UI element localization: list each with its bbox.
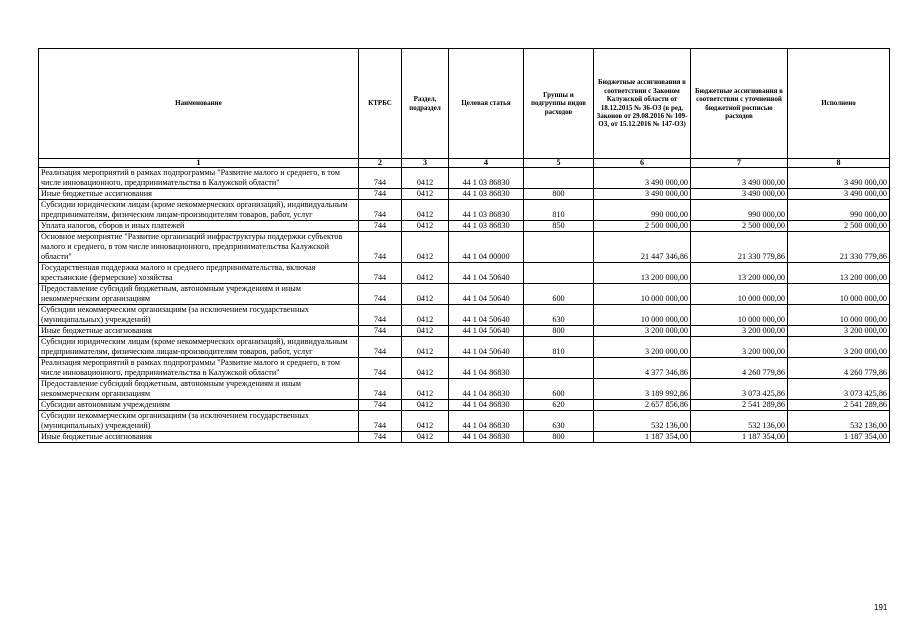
row-executed-amount: 13 200 000,00 (788, 263, 890, 284)
row-law-amount: 10 000 000,00 (594, 284, 691, 305)
row-group (524, 168, 594, 189)
col-number: 8 (788, 159, 890, 168)
table-row (39, 379, 890, 400)
table-row (39, 284, 890, 305)
row-group: 800 (524, 432, 594, 443)
row-group (524, 358, 594, 379)
table-row (39, 400, 890, 411)
row-refined-amount: 10 000 000,00 (691, 305, 788, 326)
row-section: 0412 (402, 263, 449, 284)
row-name: Субсидии юридическим лицам (кроме некоммерческих организаций), индивидуальным предпринимателям, физическим лицам-производителям товаров, работ, услуг (39, 200, 359, 221)
row-group (524, 232, 594, 263)
row-law-amount: 13 200 000,00 (594, 263, 691, 284)
row-name: Реализация мероприятий в рамках подпрограммы "Развитие малого и среднего, в том числе инновационного, предпринимательства в Калужской области" (39, 168, 359, 189)
row-section: 0412 (402, 400, 449, 411)
row-refined-amount: 2 541 289,86 (691, 400, 788, 411)
row-refined-amount: 3 490 000,00 (691, 189, 788, 200)
row-refined-amount: 13 200 000,00 (691, 263, 788, 284)
row-section: 0412 (402, 379, 449, 400)
table-row (39, 337, 890, 358)
row-law-amount: 1 187 354,00 (594, 432, 691, 443)
row-name: Предоставление субсидий бюджетным, автономным учреждениям и иным некоммерческим организациям (39, 284, 359, 305)
row-ktrbs: 744 (359, 337, 402, 358)
row-ktrbs: 744 (359, 284, 402, 305)
row-ktrbs: 744 (359, 400, 402, 411)
table-row (39, 200, 890, 221)
row-name: Основное мероприятие "Развитие организаций инфраструктуры поддержки субъектов малого и среднего, в том числе инновационного, предпринимательства Калужской области" (39, 232, 359, 263)
col-number: 4 (449, 159, 524, 168)
row-law-amount: 4 377 346,86 (594, 358, 691, 379)
row-refined-amount: 3 073 425,86 (691, 379, 788, 400)
row-refined-amount: 3 200 000,00 (691, 326, 788, 337)
row-ktrbs: 744 (359, 221, 402, 232)
header-target: Целевая статья (449, 49, 524, 159)
row-target: 44 1 04 86830 (449, 358, 524, 379)
row-executed-amount: 21 330 779,86 (788, 232, 890, 263)
table-row (39, 232, 890, 263)
row-group: 800 (524, 326, 594, 337)
row-executed-amount: 10 000 000,00 (788, 305, 890, 326)
row-law-amount: 2 500 000,00 (594, 221, 691, 232)
row-target: 44 1 04 86830 (449, 432, 524, 443)
row-section: 0412 (402, 337, 449, 358)
row-refined-amount: 1 187 354,00 (691, 432, 788, 443)
row-ktrbs: 744 (359, 200, 402, 221)
row-ktrbs: 744 (359, 432, 402, 443)
table-row (39, 411, 890, 432)
row-law-amount: 21 447 346,86 (594, 232, 691, 263)
row-executed-amount: 2 500 000,00 (788, 221, 890, 232)
row-ktrbs: 744 (359, 168, 402, 189)
row-name: Субсидии некоммерческим организациям (за исключением государственных (муниципальных) учреждений) (39, 305, 359, 326)
row-executed-amount: 2 541 289,86 (788, 400, 890, 411)
col-number: 7 (691, 159, 788, 168)
row-group: 630 (524, 305, 594, 326)
row-target: 44 1 04 86830 (449, 400, 524, 411)
row-target: 44 1 04 50640 (449, 337, 524, 358)
row-executed-amount: 4 260 779,86 (788, 358, 890, 379)
row-executed-amount: 990 000,00 (788, 200, 890, 221)
row-ktrbs: 744 (359, 232, 402, 263)
table-row (39, 432, 890, 443)
row-ktrbs: 744 (359, 189, 402, 200)
col-number: 5 (524, 159, 594, 168)
row-name: Иные бюджетные ассигнования (39, 326, 359, 337)
row-executed-amount: 1 187 354,00 (788, 432, 890, 443)
row-ktrbs: 744 (359, 411, 402, 432)
table-row (39, 189, 890, 200)
row-name: Субсидии автономным учреждениям (39, 400, 359, 411)
row-section: 0412 (402, 326, 449, 337)
row-target: 44 1 03 86830 (449, 221, 524, 232)
table-row (39, 305, 890, 326)
row-name: Субсидии некоммерческим организациям (за исключением государственных (муниципальных) учреждений) (39, 411, 359, 432)
header-row (39, 49, 890, 159)
budget-table (38, 48, 890, 443)
row-refined-amount: 990 000,00 (691, 200, 788, 221)
row-section: 0412 (402, 411, 449, 432)
row-target: 44 1 04 50640 (449, 263, 524, 284)
row-target: 44 1 04 00000 (449, 232, 524, 263)
row-section: 0412 (402, 305, 449, 326)
row-executed-amount: 532 136,00 (788, 411, 890, 432)
row-executed-amount: 3 073 425,86 (788, 379, 890, 400)
row-refined-amount: 532 136,00 (691, 411, 788, 432)
header-ktrbs: КТРБС (359, 49, 402, 159)
row-name: Уплата налогов, сборов и иных платежей (39, 221, 359, 232)
row-name: Государственная поддержка малого и среднего предпринимательства, включая крестьянские (фермерские) хозяйства (39, 263, 359, 284)
row-group: 850 (524, 221, 594, 232)
row-law-amount: 990 000,00 (594, 200, 691, 221)
row-law-amount: 3 490 000,00 (594, 189, 691, 200)
row-target: 44 1 04 50640 (449, 284, 524, 305)
header-refined: Бюджетные ассигнования в соответствии с уточненной бюджетной росписью расходов (691, 49, 788, 159)
row-group: 810 (524, 200, 594, 221)
row-executed-amount: 10 000 000,00 (788, 284, 890, 305)
table-row (39, 168, 890, 189)
row-law-amount: 2 657 856,86 (594, 400, 691, 411)
row-group: 800 (524, 189, 594, 200)
row-section: 0412 (402, 232, 449, 263)
header-executed: Исполнено (788, 49, 890, 159)
table-row (39, 326, 890, 337)
row-refined-amount: 21 330 779,86 (691, 232, 788, 263)
row-target: 44 1 04 50640 (449, 305, 524, 326)
row-target: 44 1 04 86830 (449, 411, 524, 432)
row-ktrbs: 744 (359, 326, 402, 337)
row-group: 600 (524, 284, 594, 305)
row-law-amount: 3 200 000,00 (594, 326, 691, 337)
row-group: 600 (524, 379, 594, 400)
row-refined-amount: 4 260 779,86 (691, 358, 788, 379)
row-section: 0412 (402, 221, 449, 232)
row-section: 0412 (402, 168, 449, 189)
row-executed-amount: 3 490 000,00 (788, 168, 890, 189)
col-number: 2 (359, 159, 402, 168)
row-law-amount: 532 136,00 (594, 411, 691, 432)
row-refined-amount: 3 490 000,00 (691, 168, 788, 189)
row-ktrbs: 744 (359, 379, 402, 400)
row-name: Иные бюджетные ассигнования (39, 432, 359, 443)
row-ktrbs: 744 (359, 305, 402, 326)
row-group: 630 (524, 411, 594, 432)
col-number: 6 (594, 159, 691, 168)
row-name: Субсидии юридическим лицам (кроме некоммерческих организаций), индивидуальным предпринимателям, физическим лицам-производителям товаров, работ, услуг (39, 337, 359, 358)
row-section: 0412 (402, 432, 449, 443)
row-target: 44 1 04 86830 (449, 379, 524, 400)
row-ktrbs: 744 (359, 358, 402, 379)
row-law-amount: 3 200 000,00 (594, 337, 691, 358)
row-name: Реализация мероприятий в рамках подпрограммы "Развитие малого и среднего, в том числе инновационного, предпринимательства в Калужской области" (39, 358, 359, 379)
row-section: 0412 (402, 189, 449, 200)
col-number: 3 (402, 159, 449, 168)
row-law-amount: 10 000 000,00 (594, 305, 691, 326)
table-row (39, 358, 890, 379)
table-row (39, 263, 890, 284)
header-name: Наименование (39, 49, 359, 159)
row-law-amount: 3 189 992,86 (594, 379, 691, 400)
row-group: 810 (524, 337, 594, 358)
row-refined-amount: 10 000 000,00 (691, 284, 788, 305)
row-name: Предоставление субсидий бюджетным, автономным учреждениям и иным некоммерческим организациям (39, 379, 359, 400)
row-refined-amount: 3 200 000,00 (691, 337, 788, 358)
table-row (39, 221, 890, 232)
row-target: 44 1 03 86830 (449, 168, 524, 189)
row-group: 620 (524, 400, 594, 411)
row-executed-amount: 3 200 000,00 (788, 337, 890, 358)
col-number: 1 (39, 159, 359, 168)
row-ktrbs: 744 (359, 263, 402, 284)
row-target: 44 1 03 86830 (449, 189, 524, 200)
row-target: 44 1 04 50640 (449, 326, 524, 337)
header-law: Бюджетные ассигнования в соответствии с Законом Калужской области от 18.12.2015 № 36-ОЗ (в ред. Законов от 29.08.2016 № 109-ОЗ, от 15.12.2016 № 147-ОЗ) (594, 49, 691, 159)
header-groups: Группы и подгруппы видов расходов (524, 49, 594, 159)
row-law-amount: 3 490 000,00 (594, 168, 691, 189)
header-section: Раздел, подраздел (402, 49, 449, 159)
row-executed-amount: 3 490 000,00 (788, 189, 890, 200)
row-executed-amount: 3 200 000,00 (788, 326, 890, 337)
row-section: 0412 (402, 358, 449, 379)
page-number: 191 (874, 603, 888, 612)
row-refined-amount: 2 500 000,00 (691, 221, 788, 232)
row-section: 0412 (402, 284, 449, 305)
row-name: Иные бюджетные ассигнования (39, 189, 359, 200)
row-target: 44 1 03 86830 (449, 200, 524, 221)
row-group (524, 263, 594, 284)
column-number-row (39, 159, 890, 168)
row-section: 0412 (402, 200, 449, 221)
